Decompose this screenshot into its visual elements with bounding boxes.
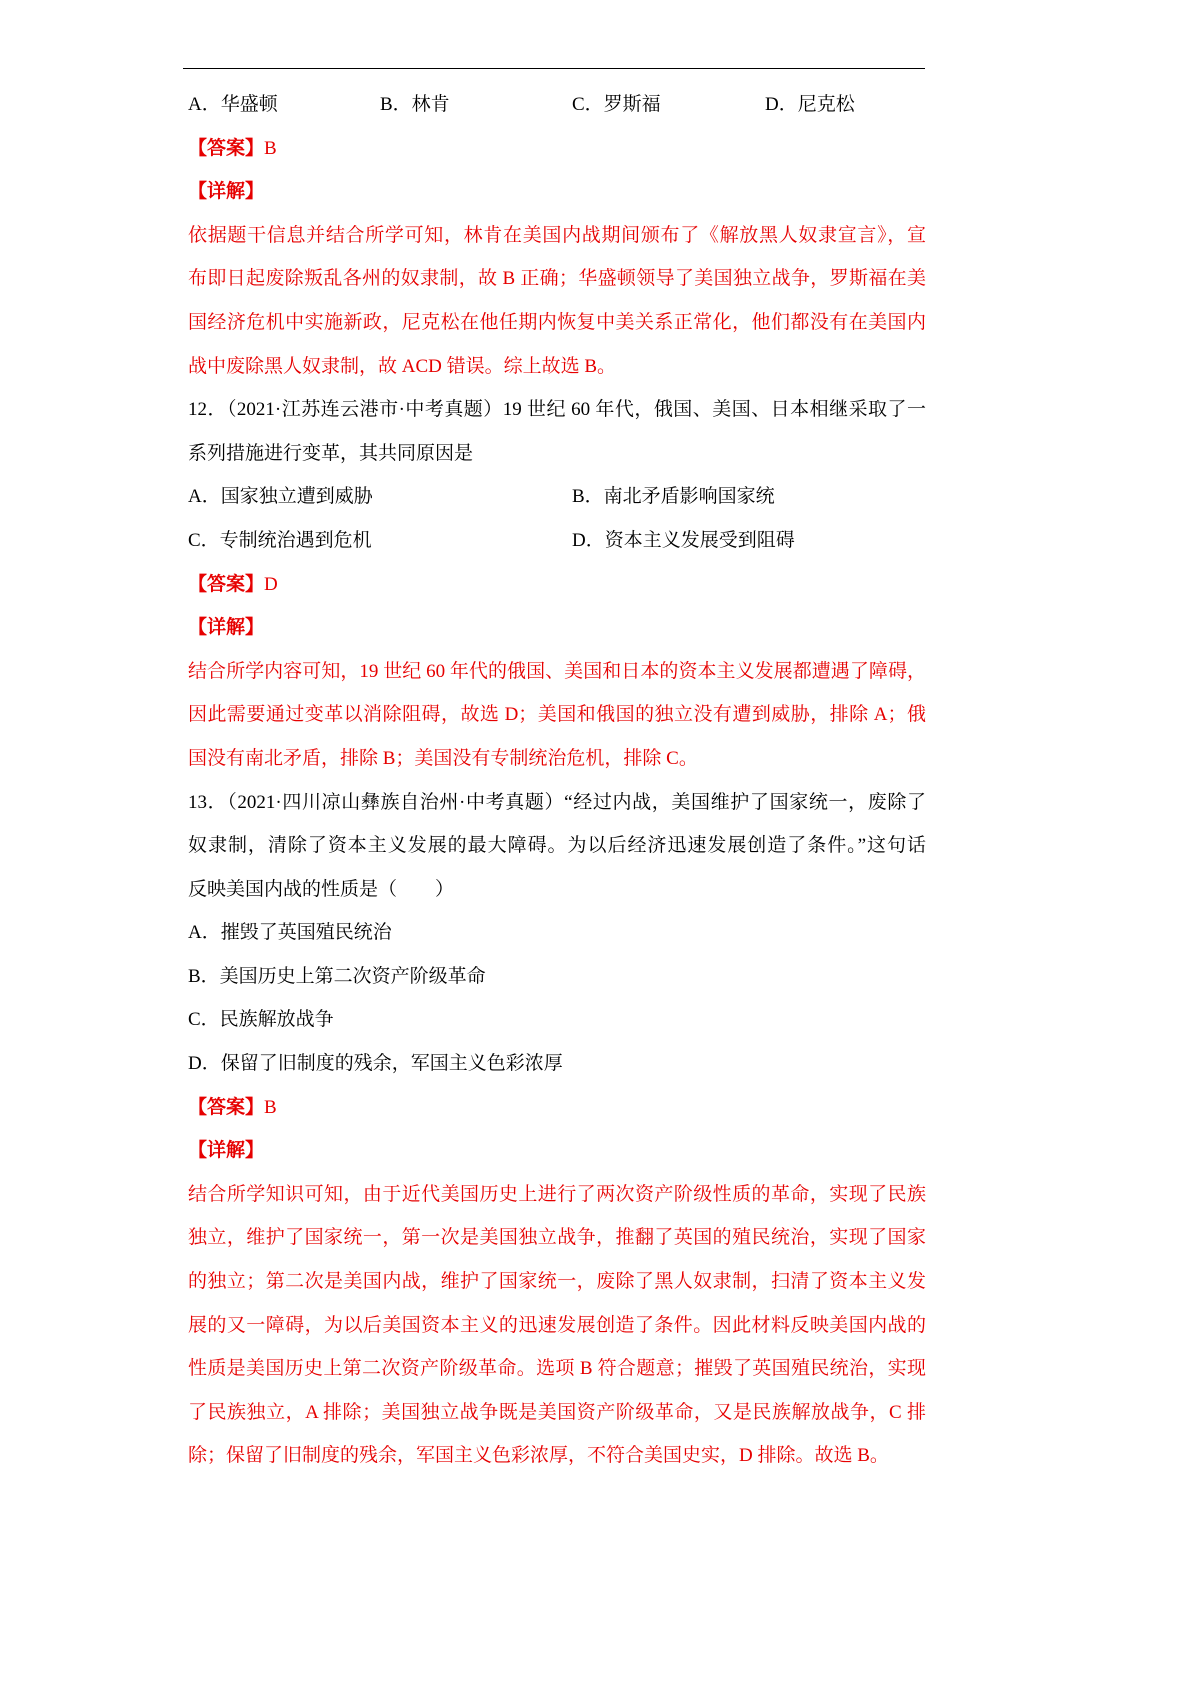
q11-options — [188, 83, 926, 127]
q13-explanation-line: 独立，维护了国家统一，第一次是美国独立战争，推翻了英国的殖民统治，实现了国家 — [188, 1227, 926, 1249]
q13-option-b: B．美国历史上第二次资产阶级革命 — [188, 965, 486, 987]
q13-option-c: C．民族解放战争 — [188, 1009, 334, 1031]
answer-label: 【答案】 — [188, 1096, 265, 1118]
q12-explain-heading — [188, 606, 926, 650]
explain-label: 【详解】 — [188, 1140, 265, 1162]
answer-label: 【答案】 — [188, 137, 265, 159]
q11-answer — [188, 127, 926, 171]
q12-option-b: B．南北矛盾影响国家统 — [572, 486, 775, 508]
q12-option-d: D．资本主义发展受到阻碍 — [572, 529, 795, 551]
q13-explanation-line: 性质是美国历史上第二次资产阶级革命。选项 B 符合题意；摧毁了英国殖民统治，实现 — [188, 1358, 926, 1380]
q11-option-a: A．华盛顿 — [188, 94, 278, 115]
q11-explanation-line: 战中废除黑人奴隶制，故 ACD 错误。综上故选 B。 — [188, 355, 617, 377]
q13-explanation-line: 展的又一障碍，为以后美国资本主义的迅速发展创造了条件。因此材料反映美国内战的 — [188, 1314, 926, 1336]
explain-label: 【详解】 — [188, 181, 265, 203]
answer-value: D — [264, 573, 278, 595]
q11-option-b: B．林肯 — [380, 94, 450, 115]
q13-stem-line: 反映美国内战的性质是（ ） — [188, 878, 455, 900]
page-content — [188, 83, 926, 1478]
explain-label: 【详解】 — [188, 617, 265, 639]
q12-stem-line: 12．（2021·江苏连云港市·中考真题）19 世纪 60 年代，俄国、美国、日本相继采取了一 — [188, 399, 926, 421]
q13-answer — [188, 1086, 926, 1130]
q13-explanation-line: 除；保留了旧制度的残余，军国主义色彩浓厚，不符合美国史实，D 排除。故选 B。 — [188, 1445, 889, 1467]
q13-explanation-line: 了民族独立，A 排除；美国独立战争既是美国资产阶级革命，又是民族解放战争，C 排 — [188, 1401, 926, 1423]
q12-explanation-line: 结合所学内容可知，19 世纪 60 年代的俄国、美国和日本的资本主义发展都遭遇了障碍， — [188, 660, 926, 682]
q12-answer — [188, 563, 926, 607]
q13-option-d: D．保留了旧制度的残余，军国主义色彩浓厚 — [188, 1053, 563, 1075]
q12-option-c: C．专制统治遇到危机 — [188, 529, 372, 551]
q12-option-a: A．国家独立遭到威胁 — [188, 486, 373, 508]
q12-options-row-1 — [188, 475, 926, 519]
q13-explain-heading — [188, 1129, 926, 1173]
answer-label: 【答案】 — [188, 573, 265, 595]
q13-stem-line: 13．（2021·四川凉山彝族自治州·中考真题）“经过内战，美国维护了国家统一，废除了 — [188, 791, 926, 813]
q13-option-a: A．摧毁了英国殖民统治 — [188, 922, 392, 944]
q11-option-d: D．尼克松 — [765, 94, 855, 115]
q12-stem-line: 系列措施进行变革，其共同原因是 — [188, 442, 474, 464]
header-rule — [183, 68, 925, 69]
answer-value: B — [264, 1096, 277, 1118]
answer-value: B — [264, 137, 277, 159]
q11-explain-heading — [188, 170, 926, 214]
q12-options-row-2 — [188, 519, 926, 563]
q11-explanation-line: 布即日起废除叛乱各州的奴隶制，故 B 正确；华盛顿领导了美国独立战争，罗斯福在美 — [188, 268, 926, 290]
q13-explanation-line: 结合所学知识可知，由于近代美国历史上进行了两次资产阶级性质的革命，实现了民族 — [188, 1183, 926, 1205]
q11-option-c: C．罗斯福 — [572, 94, 661, 115]
q12-explanation-line: 因此需要通过变革以消除阻碍，故选 D；美国和俄国的独立没有遭到威胁，排除 A；俄 — [188, 704, 926, 726]
q11-explanation-line: 依据题干信息并结合所学可知，林肯在美国内战期间颁布了《解放黑人奴隶宣言》，宣 — [188, 224, 926, 246]
q12-explanation-line: 国没有南北矛盾，排除 B；美国没有专制统治危机，排除 C。 — [188, 747, 698, 769]
q11-explanation-line: 国经济危机中实施新政，尼克松在他任期内恢复中美关系正常化，他们都没有在美国内 — [188, 311, 926, 333]
q13-stem-line: 奴隶制，清除了资本主义发展的最大障碍。为以后经济迅速发展创造了条件。”这句话 — [188, 835, 926, 857]
q13-explanation-line: 的独立；第二次是美国内战，维护了国家统一，废除了黑人奴隶制，扫清了资本主义发 — [188, 1271, 926, 1293]
